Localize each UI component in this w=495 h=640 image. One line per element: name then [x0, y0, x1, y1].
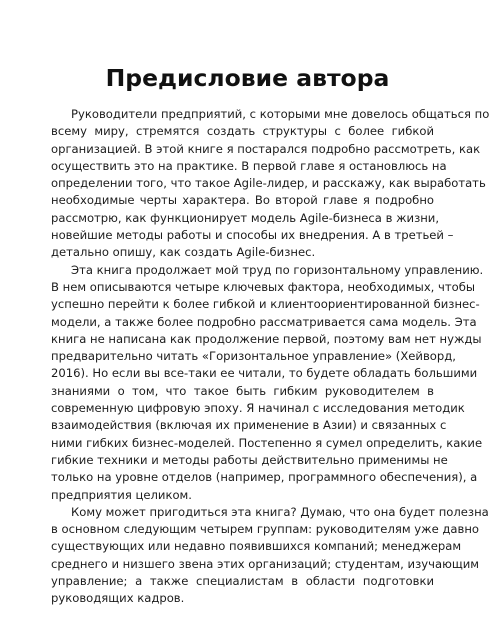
text-line: детально опишу, как создать Agile-бизнес. — [51, 245, 316, 260]
text-line: среднего и низшего звена этих организаций; студентам, изучающим — [51, 556, 480, 571]
text-line: определении того, что такое Agile-лидер, и расскажу, как выработать — [51, 176, 486, 191]
text-line: только на уровне отделов (например, программного обеспечения), а — [51, 470, 478, 485]
text-line: в основном следующим четырем группам: руководителям уже давно — [51, 522, 480, 537]
paragraph — [51, 504, 489, 608]
text-line: Кому может пригодиться эта книга? Думаю, что она будет полезна — [71, 504, 489, 519]
text-line: руководящих кадров. — [51, 591, 185, 606]
text-line: ними гибких бизнес-моделей. Постепенно я сумел определить, какие — [51, 435, 483, 450]
text-line: управление; а также специалистам в области подготовки — [51, 574, 434, 589]
paragraph — [51, 262, 484, 504]
text-line: Руководители предприятий, с которыми мне довелось общаться по — [71, 107, 490, 121]
text-line: В нем описываются четыре ключевых фактора, необходимых, чтобы — [51, 279, 476, 294]
text-line: 2016). Но если вы все-таки ее читали, то будете обладать большими — [51, 366, 478, 381]
text-line: успешно перейти к более гибкой и клиентоориентированной бизнес- — [51, 297, 480, 312]
text-line: взаимодействия (включая их применение в Азии) и связанных с — [51, 418, 447, 433]
text-line: современную цифровую эпоху. Я начинал с исследования методик — [51, 401, 465, 416]
text-line: организацией. В этой книге я постарался подробно рассмотреть, как — [51, 141, 481, 156]
text-line: необходимые черты характера. Во второй главе я подробно — [51, 193, 434, 208]
text-line: осуществить это на практике. В первой главе я остановлюсь на — [51, 158, 447, 173]
text-line: новейшие методы работы и способы их внедрения. А в третьей – — [51, 228, 454, 243]
body-text — [51, 106, 490, 608]
text-line: Эта книга продолжает мой труд по горизонтальному управлению. — [71, 262, 484, 277]
text-line: предварительно читать «Горизонтальное управление» (Хейворд, — [51, 349, 456, 364]
text-line: рассмотрю, как функционирует модель Agile-бизнеса в жизни, — [51, 210, 440, 225]
text-line: предприятия целиком. — [51, 487, 192, 502]
text-line: знаниями о том, что такое быть гибким руководителем в — [51, 383, 434, 398]
paragraph — [51, 106, 490, 262]
text-line: модели, а также более подробно рассматривается сама модель. Эта — [51, 314, 477, 329]
text-line: всему миру, стремятся создать структуры с более гибкой — [51, 124, 434, 139]
text-line: гибкие техники и методы работы действительно применимы не — [51, 452, 448, 467]
text-line: книга не написана как продолжение первой, поэтому вам нет нужды — [51, 331, 482, 346]
text-line: существующих или недавно появившихся компаний; менеджерам — [51, 539, 462, 554]
page-title: Предисловие автора — [105, 64, 390, 92]
